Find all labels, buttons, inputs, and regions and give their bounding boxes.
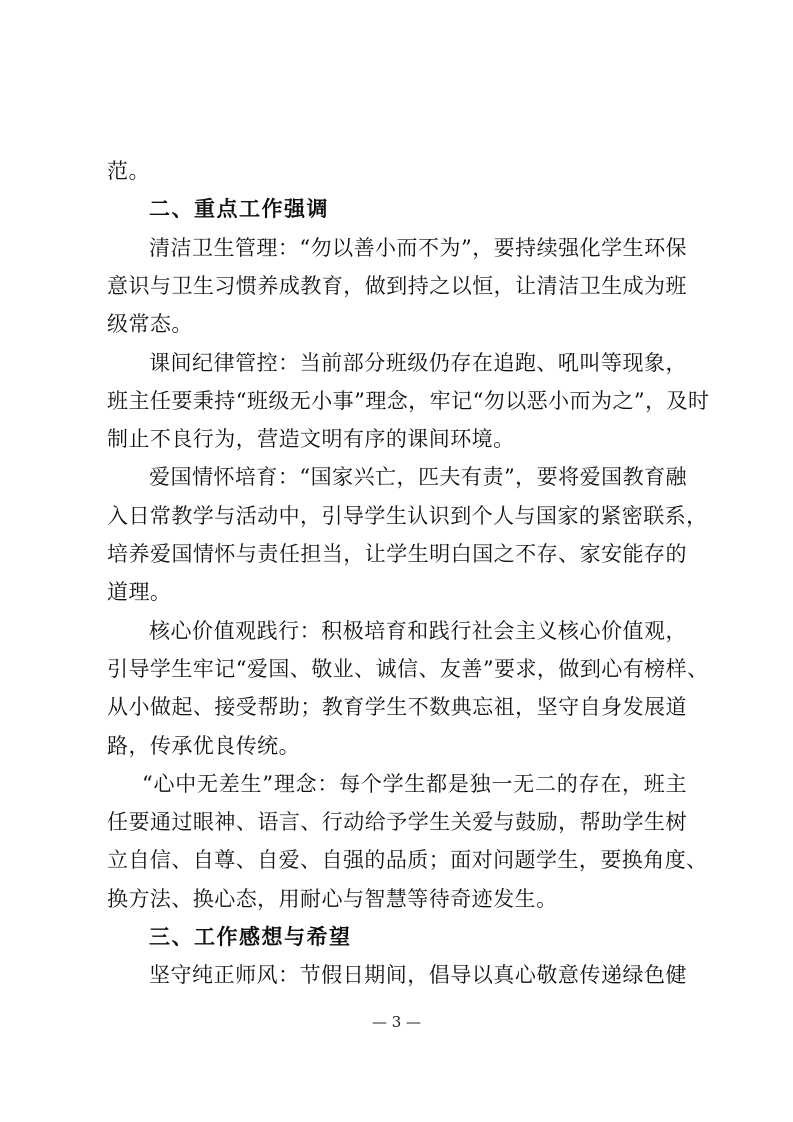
paragraph-line: 路，传承优良传统。 [107, 734, 301, 758]
paragraph-line: 班主任要秉持“班级无小事”理念，牢记“勿以恶小而为之”，及时 [107, 389, 710, 413]
paragraph-line: 立自信、自尊、自爱、自强的品质；面对问题学生，要换角度、 [107, 848, 708, 872]
paragraph-line: 课间纪律管控：当前部分班级仍存在追跑、吼叫等现象， [149, 351, 687, 375]
paragraph-line: 道理。 [107, 580, 172, 604]
paragraph-line: 意识与卫生习惯养成教育，做到持之以恒，让清洁卫生成为班 [107, 274, 687, 298]
page-number: — 3 — [371, 1013, 422, 1031]
paragraph-line: 爱国情怀培育：“国家兴亡，匹夫有责”，要将爱国教育融 [149, 465, 687, 489]
paragraph-line: 坚守纯正师风：节假日期间，倡导以真心敬意传递绿色健 [149, 963, 687, 987]
section-heading-key-work: 二、重点工作强调 [149, 196, 329, 221]
paragraph-line: 制止不良行为，营造文明有序的课间环境。 [107, 427, 515, 451]
paragraph-line: 从小做起、接受帮助；教育学生不数典忘祖，坚守自身发展道 [107, 695, 687, 719]
paragraph-line: 引导学生牢记“爱国、敬业、诚信、友善”要求，做到心有榜样、 [107, 657, 709, 681]
paragraph-line: 换方法、换心态，用耐心与智慧等待奇迹发生。 [107, 887, 558, 911]
paragraph-line: 清洁卫生管理：“勿以善小而不为”，要持续强化学生环保 [149, 236, 687, 260]
paragraph-line: 核心价值观践行：积极培育和践行社会主义核心价值观， [149, 619, 687, 643]
paragraph-line: 任要通过眼神、语言、行动给予学生关爱与鼓励，帮助学生树 [107, 810, 687, 834]
paragraph-line: 入日常教学与活动中，引导学生认识到个人与国家的紧密联系， [107, 504, 708, 528]
section-heading-reflections: 三、工作感想与希望 [149, 924, 352, 949]
paragraph-line: 范。 [107, 159, 150, 183]
paragraph-line: 培养爱国情怀与责任担当，让学生明白国之不存、家安能存的 [107, 542, 687, 566]
paragraph-line: 级常态。 [107, 312, 193, 336]
paragraph-line: “心中无差生”理念：每个学生都是独一无二的存在，班主 [142, 772, 687, 796]
